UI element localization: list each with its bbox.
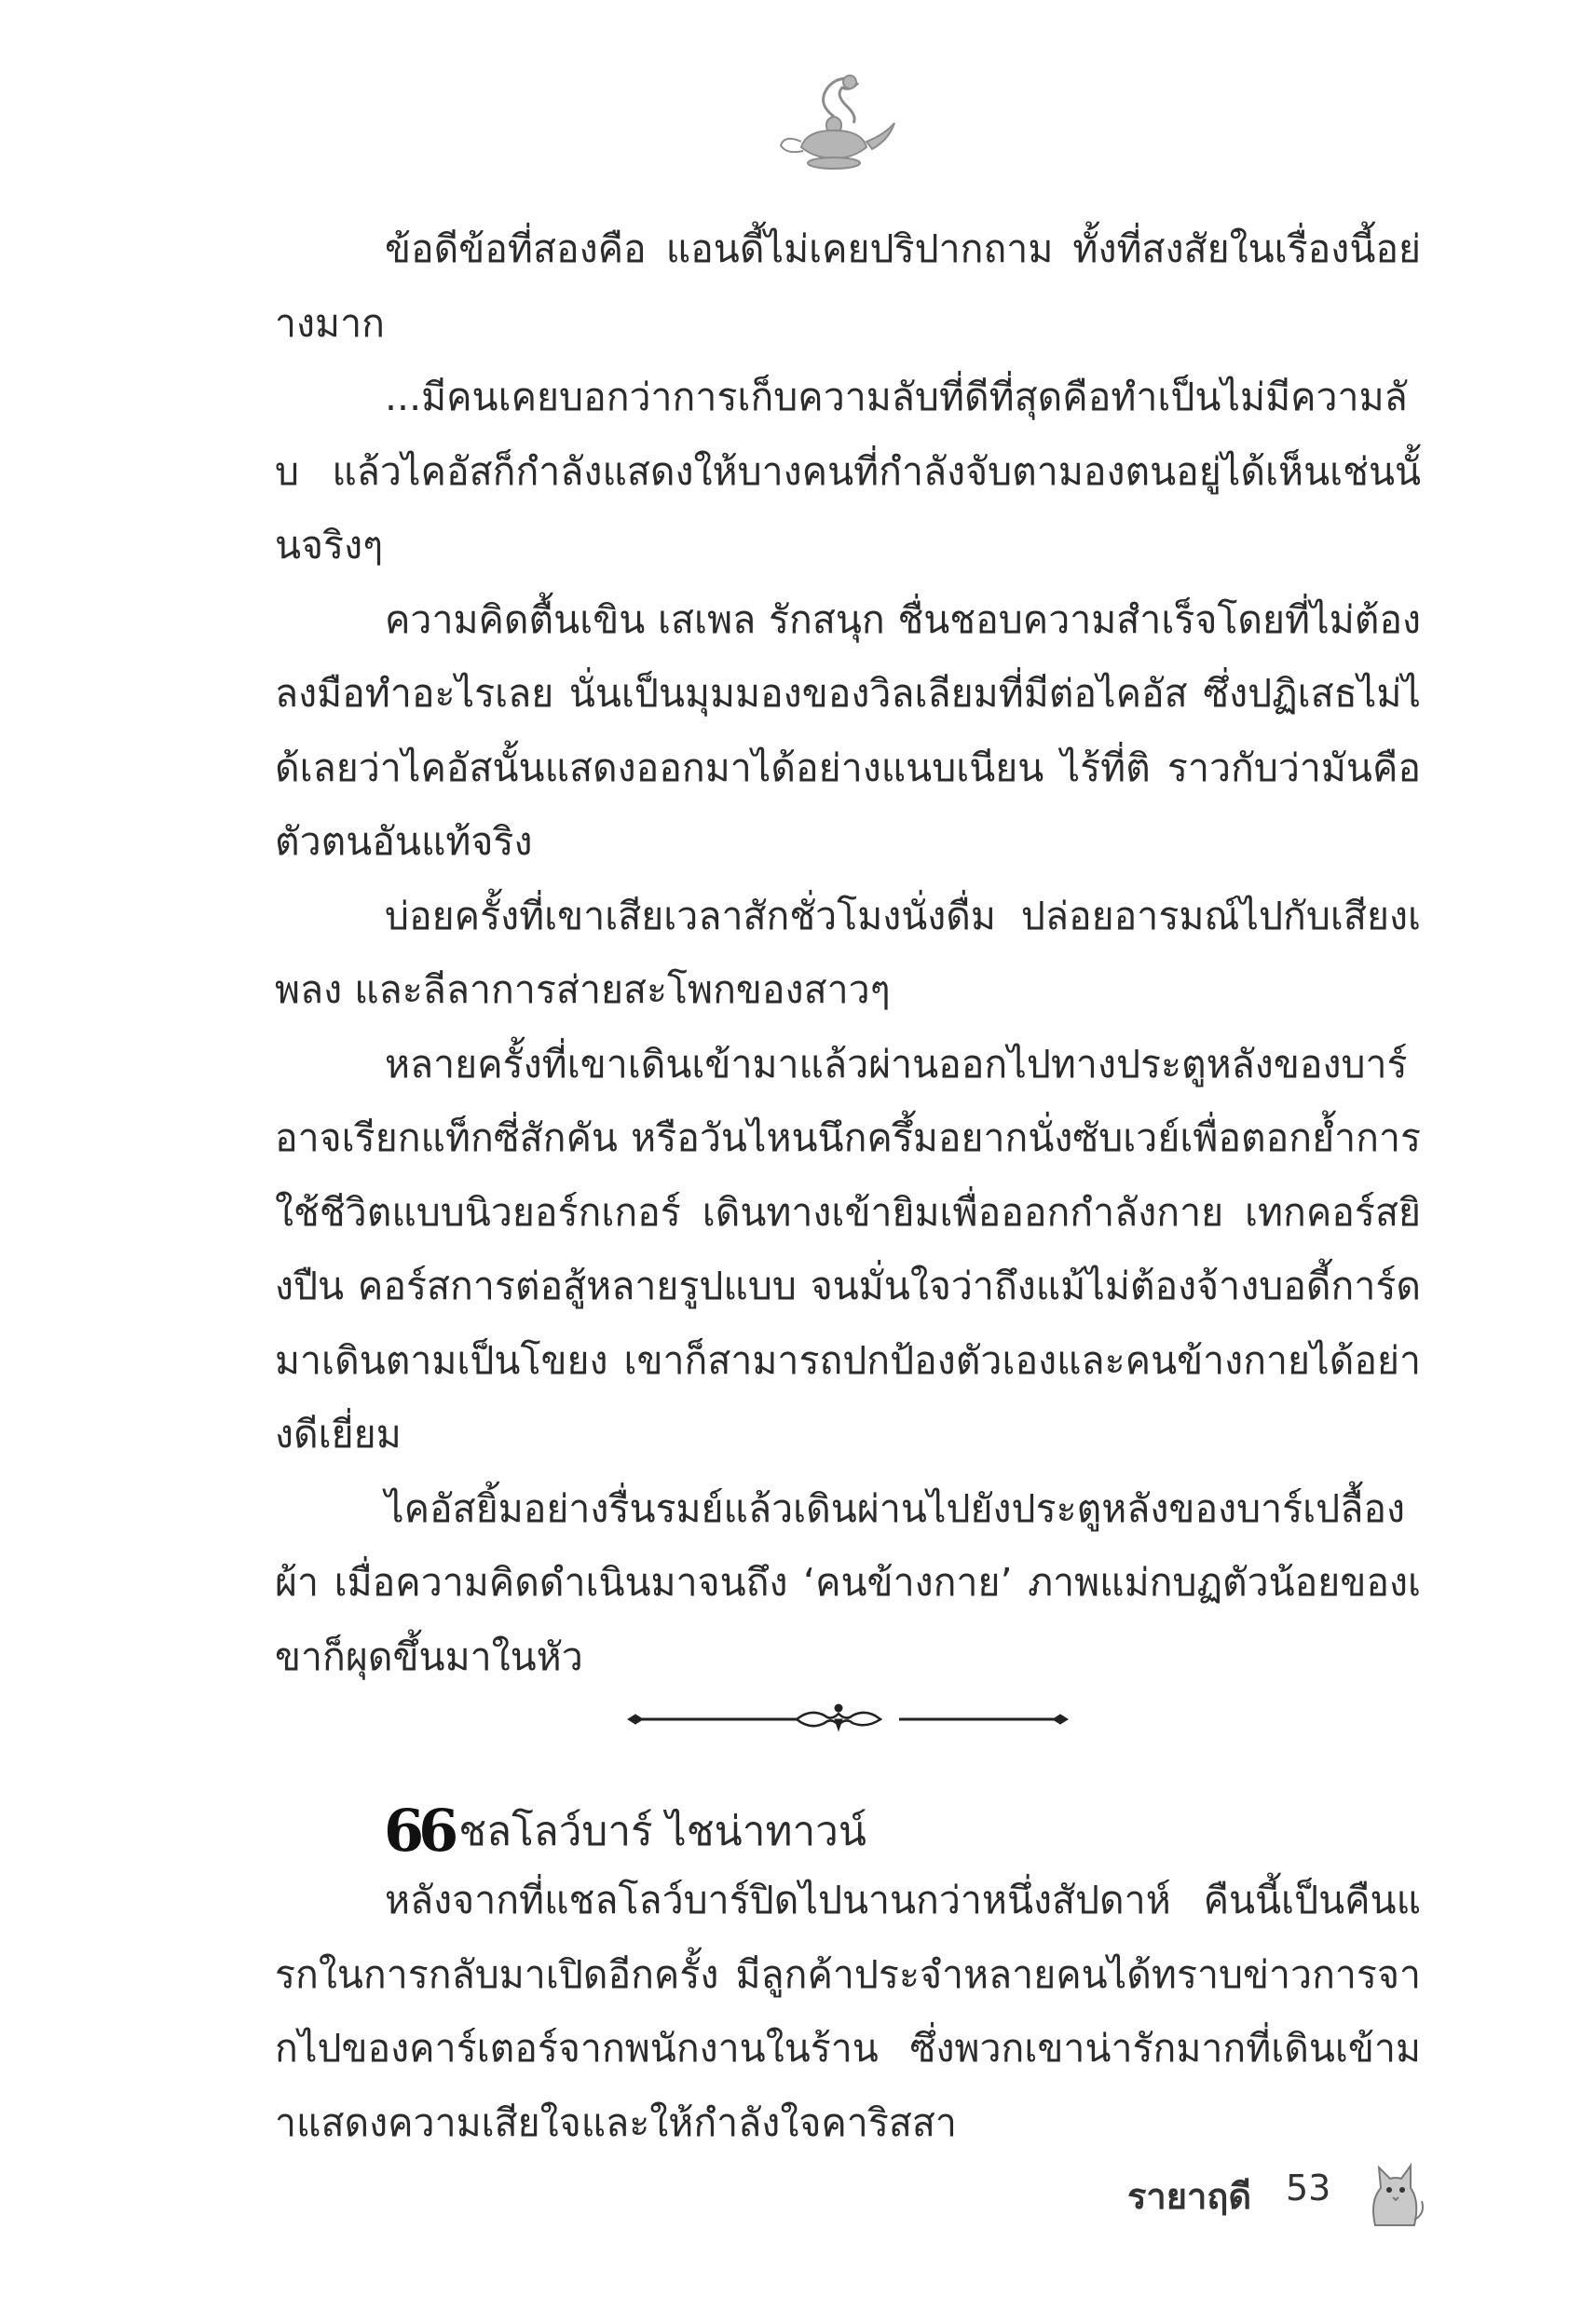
genie-lamp-icon	[764, 65, 904, 177]
paragraph: ข้อดีข้อที่สองคือ แอนดี้ไม่เคยปริปากถาม ทั้งที่สงสัยในเรื่องนี้อย่างมาก	[275, 226, 1421, 346]
cat-icon	[1362, 2154, 1427, 2229]
section-title	[384, 1794, 866, 1869]
paragraph: หลังจากที่แชลโลว์บาร์ปิดไปนานกว่าหนึ่งสัปดาห์ คืนนี้เป็นคืนแรกในการกลับมาเปิดอีกครั้ง มีลูกค้าประจำหลายคนได้ทราบข่าวการจากไปของคาร์เตอร์จากพนักงานในร้าน ซึ่งพวกเขาน่ารักมากที่เดินเข้ามาแสดงความเสียใจและให้กำลังใจคาริสสา	[275, 1878, 1421, 2145]
paragraph: ความคิดตื้นเขิน เสเพล รักสนุก ชื่นชอบความสำเร็จโดยที่ไม่ต้องลงมือทำอะไรเลย นั่นเป็นมุมมองของวิลเลียมที่มีต่อไคอัส ซึ่งปฏิเสธไม่ได้เลยว่าไคอัสนั้นแสดงออกมาได้อย่างแนบเนียน ไร้ที่ติ ราวกับว่ามันคือตัวตนอันแท้จริง	[275, 596, 1421, 864]
section-title-text: ชลโลว์บาร์ ไชน่าทาวน์	[458, 1808, 866, 1855]
paragraph: หลายครั้งที่เขาเดินเข้ามาแล้วผ่านออกไปทางประตูหลังของบาร์ อาจเรียกแท็กซี่สักคัน หรือวันไหนนึกครึ้มอยากนั่งซับเวย์เพื่อตอกย้ำการใช้ชีวิตแบบนิวยอร์กเกอร์ เดินทางเข้ายิมเพื่อออกกำลังกาย เทกคอร์สยิงปืน คอร์สการต่อสู้หลายรูปแบบ จนมั่นใจว่าถึงแม้ไม่ต้องจ้างบอดี้การ์ดมาเดินตามเป็นโขยง เขาก็สามารถปกป้องตัวเองและคนข้างกายได้อย่างดีเยี่ยม	[275, 1041, 1421, 1456]
page-number: 53	[1286, 2167, 1331, 2208]
footer-book-title: รายาฤดี	[1127, 2176, 1252, 2217]
quote-mark: 66	[384, 1797, 454, 1865]
paragraph: ...มีคนเคยบอกว่าการเก็บความลับที่ดีที่สุดคือทำเป็นไม่มีความลับ แล้วไคอัสก็กำลังแสดงให้บางคนที่กำลังจับตามองตนอยู่ได้เห็นเช่นนั้นจริงๆ	[275, 375, 1421, 567]
paragraph: บ่อยครั้งที่เขาเสียเวลาสักชั่วโมงนั่งดื่ม ปล่อยอารมณ์ไปกับเสียงเพลง และลีลาการส่ายสะโพกของสาวๆ	[275, 893, 1421, 1012]
ornament-divider-icon	[624, 1701, 1071, 1738]
paragraph: ไคอัสยิ้มอย่างรื่นรมย์แล้วเดินผ่านไปยังประตูหลังของบาร์เปลื้องผ้า เมื่อความคิดดำเนินมาจนถึง ‘คนข้างกาย’ ภาพแม่กบฏตัวน้อยของเขาก็ผุดขึ้นมาในหัว	[275, 1485, 1421, 1679]
body-text-lower	[275, 1864, 1421, 2160]
body-text-upper	[275, 212, 1421, 1694]
page-footer	[1127, 2154, 1425, 2229]
